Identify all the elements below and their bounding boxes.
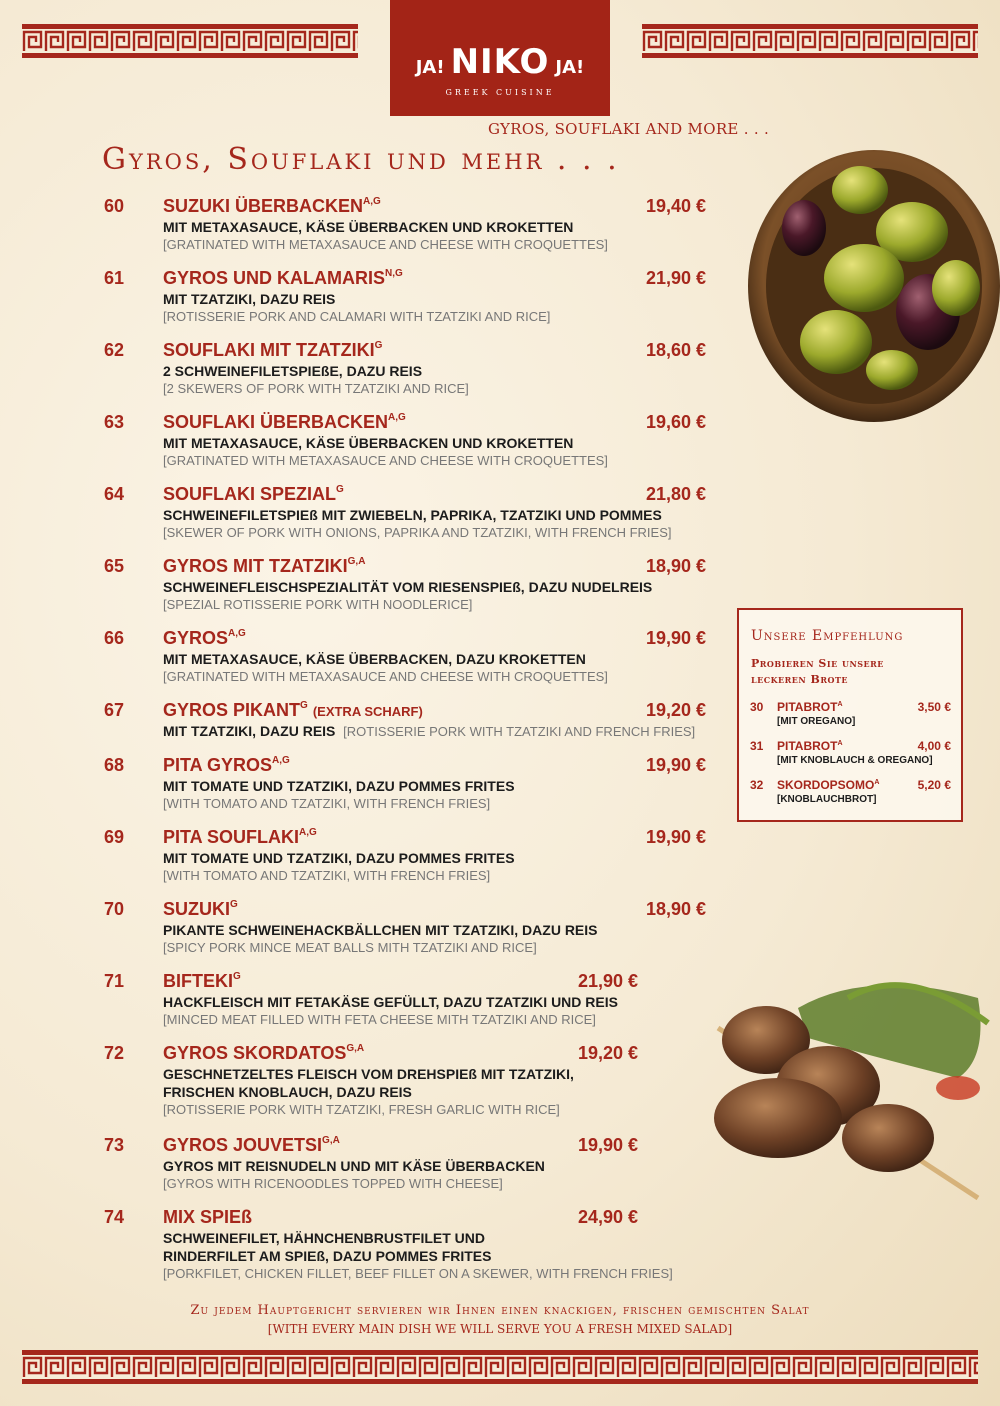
recommendation-box <box>737 608 963 822</box>
item-name-text: PITABROT <box>777 739 838 753</box>
olive-bowl-image <box>742 148 1000 428</box>
recommendation-subtitle <box>751 656 884 688</box>
item-name <box>163 755 290 776</box>
item-description-english: [ROTISSERIE PORK WITH TZATZIKI, FRESH GARLIC WITH RICE] <box>163 1102 560 1117</box>
item-description-german <box>163 506 662 524</box>
allergen-codes: A,G <box>228 628 246 639</box>
item-price: 19,90 € <box>646 628 707 648</box>
item-description-german <box>163 1229 485 1247</box>
allergen-codes: A,G <box>299 827 317 838</box>
greek-border-top-right <box>642 24 978 58</box>
allergen-codes: N,G <box>385 268 403 279</box>
description-text: HACKFLEISCH MIT FETAKÄSE GEFÜLLT, DAZU TZATZIKI UND REIS <box>163 994 618 1010</box>
description-text: RINDERFILET AM SPIEß, DAZU POMMES FRITES <box>163 1248 492 1264</box>
item-name-text: SOUFLAKI SPEZIAL <box>163 484 337 504</box>
greek-key-pattern <box>642 29 978 53</box>
item-description-english: [SPEZIAL ROTISSERIE PORK WITH NOODLERICE] <box>163 597 473 612</box>
description-text: GESCHNETZELTES FLEISCH VOM DREHSPIEß MIT TZATZIKI, <box>163 1066 574 1082</box>
item-description-german <box>163 218 573 236</box>
item-description-german <box>163 1247 492 1265</box>
section-title: Gyros, Souflaki und mehr . . . <box>102 142 620 177</box>
allergen-codes: G,A <box>346 1043 365 1054</box>
allergen-codes: G <box>230 899 238 910</box>
item-name <box>163 196 381 217</box>
item-name <box>163 1207 252 1228</box>
item-name <box>777 739 843 753</box>
item-number: 68 <box>104 755 125 775</box>
footer-note-english: [WITH EVERY MAIN DISH WE WILL SERVE YOU A FRESH MIXED SALAD] <box>267 1322 733 1336</box>
item-description-english: [SKEWER OF PORK WITH ONIONS, PAPRIKA AND TZATZIKI, WITH FRENCH FRIES] <box>163 525 672 540</box>
description-text: SCHWEINEFILETSPIEß MIT ZWIEBELN, PAPRIKA, TZATZIKI UND POMMES <box>163 507 662 523</box>
item-description-english: [GRATINATED WITH METAXASAUCE AND CHEESE WITH CROQUETTES] <box>163 237 608 252</box>
item-name-text: PITABROT <box>777 700 838 714</box>
allergen-codes: A,G <box>272 755 290 766</box>
logo-name: NIKO <box>450 42 550 82</box>
item-price: 19,90 € <box>646 827 707 847</box>
item-price: 18,60 € <box>646 340 707 360</box>
item-price: 18,90 € <box>646 899 707 919</box>
item-number: 71 <box>104 971 125 991</box>
item-description-german <box>163 650 586 668</box>
item-name <box>163 1043 364 1064</box>
description-text: PIKANTE SCHWEINEHACKBÄLLCHEN MIT TZATZIKI, DAZU REIS <box>163 922 598 938</box>
item-name <box>163 556 365 577</box>
allergen-codes: G <box>336 484 344 495</box>
item-price: 19,20 € <box>578 1043 639 1063</box>
item-description-german <box>163 578 652 596</box>
item-description-english: [GRATINATED WITH METAXASAUCE AND CHEESE WITH CROQUETTES] <box>163 453 608 468</box>
logo-ja-left: JA! <box>415 57 445 78</box>
item-number: 73 <box>104 1135 125 1155</box>
item-name-text: PITA SOUFLAKI <box>163 827 299 847</box>
allergen-codes: G <box>233 971 241 982</box>
item-note: [MIT KNOBLAUCH & OREGANO] <box>777 755 933 766</box>
item-price: 24,90 € <box>578 1207 639 1227</box>
item-note: [MIT OREGANO] <box>777 716 856 727</box>
description-text: MIT METAXASAUCE, KÄSE ÜBERBACKEN UND KROKETTEN <box>163 219 574 235</box>
restaurant-logo <box>390 0 610 116</box>
allergen-codes: A <box>874 779 880 786</box>
item-name-text: BIFTEKI <box>163 971 233 991</box>
item-number: 31 <box>750 739 764 753</box>
item-description-german <box>163 921 598 939</box>
item-name-text: GYROS <box>163 628 229 648</box>
item-name-text: GYROS JOUVETSI <box>163 1135 323 1155</box>
item-price: 21,90 € <box>646 268 707 288</box>
allergen-codes: A,G <box>363 196 381 207</box>
item-price: 19,20 € <box>646 700 707 720</box>
item-description-english: [MINCED MEAT FILLED WITH FETA CHEESE MITH TZATZIKI AND RICE] <box>163 1012 596 1027</box>
greek-border-top-left <box>22 24 358 58</box>
description-text: GYROS MIT REISNUDELN UND MIT KÄSE ÜBERBACKEN <box>163 1158 545 1174</box>
description-text: 2 SCHWEINEFILETSPIEßE, DAZU REIS <box>163 363 423 379</box>
item-number: 66 <box>104 628 125 648</box>
item-name-text: GYROS PIKANT <box>163 700 301 720</box>
item-description-english: [ROTISSERIE PORK WITH TZATZIKI AND FRENCH FRIES] <box>343 724 696 739</box>
description-text: MIT TOMATE UND TZATZIKI, DAZU POMMES FRITES <box>163 850 515 866</box>
item-name <box>163 899 238 920</box>
item-description-german <box>163 722 695 741</box>
item-name <box>163 628 246 649</box>
item-number: 69 <box>104 827 125 847</box>
allergen-codes: A <box>837 701 843 708</box>
item-number: 61 <box>104 268 125 288</box>
item-description-english: [GYROS WITH RICENOODLES TOPPED WITH CHEESE] <box>163 1176 503 1191</box>
item-description-german <box>163 362 422 380</box>
item-price: 21,90 € <box>578 971 639 991</box>
recommendation-title: Unsere Empfehlung <box>751 628 904 644</box>
item-price: 19,40 € <box>646 196 707 216</box>
item-description-english: [2 SKEWERS OF PORK WITH TZATZIKI AND RICE] <box>163 381 469 396</box>
item-name <box>163 827 317 848</box>
allergen-codes: G <box>374 340 383 351</box>
description-text: MIT METAXASAUCE, KÄSE ÜBERBACKEN, DAZU KROKETTEN <box>163 651 586 667</box>
item-description-german <box>163 849 515 867</box>
item-name-text: MIX SPIEß <box>163 1207 253 1227</box>
item-extra-note: (EXTRA SCHARF) <box>312 704 423 719</box>
logo-subtitle: GREEK CUISINE <box>445 88 555 97</box>
item-description-english: [SPICY PORK MINCE MEAT BALLS MITH TZATZIKI AND RICE] <box>163 940 537 955</box>
item-name <box>163 340 382 361</box>
footer-note-german: Zu jedem Hauptgericht servieren wir Ihnen einen knackigen, frischen gemischten Salat <box>190 1303 810 1318</box>
description-text: FRISCHEN KNOBLAUCH, DAZU REIS <box>163 1084 412 1100</box>
item-number: 67 <box>104 700 125 720</box>
item-price: 5,20 € <box>917 778 951 792</box>
item-number: 32 <box>750 778 764 792</box>
item-price: 18,90 € <box>646 556 707 576</box>
item-description-english: [WITH TOMATO AND TZATZIKI, WITH FRENCH FRIES] <box>163 796 491 811</box>
allergen-codes: G <box>300 700 308 711</box>
item-description-german <box>163 434 573 452</box>
souvlaki-skewer-image <box>678 968 1000 1218</box>
item-name <box>163 268 403 289</box>
logo-ja-right: JA! <box>555 57 585 78</box>
item-name <box>777 778 879 792</box>
allergen-codes: A <box>837 740 843 747</box>
item-number: 70 <box>104 899 125 919</box>
recommendation-subtitle-line: Probieren Sie unsere <box>751 657 884 670</box>
item-name-text: SOUFLAKI ÜBERBACKEN <box>163 412 388 432</box>
item-name-text: GYROS SKORDATOS <box>163 1043 347 1063</box>
greek-border-bottom <box>22 1350 978 1384</box>
greek-key-pattern <box>22 1355 978 1379</box>
item-number: 65 <box>104 556 125 576</box>
recommendation-subtitle-line: leckeren Brote <box>751 673 848 686</box>
item-description-english: [PORKFILET, CHICKEN FILLET, BEEF FILLET ON A SKEWER, WITH FRENCH FRIES] <box>163 1266 673 1281</box>
item-price: 19,60 € <box>646 412 707 432</box>
item-name-text: SUZUKI ÜBERBACKEN <box>163 196 364 216</box>
description-text: MIT METAXASAUCE, KÄSE ÜBERBACKEN UND KROKETTEN <box>163 435 574 451</box>
item-description-german <box>163 290 335 308</box>
allergen-codes: A,G <box>388 412 406 423</box>
item-name-text: PITA GYROS <box>163 755 273 775</box>
item-number: 72 <box>104 1043 125 1063</box>
item-description-english: [ROTISSERIE PORK AND CALAMARI WITH TZATZIKI AND RICE] <box>163 309 551 324</box>
item-name-text: SKORDOPSOMO <box>777 778 875 792</box>
item-number: 30 <box>750 700 764 714</box>
item-description-german <box>163 1065 574 1083</box>
section-subtitle-english: GYROS, SOUFLAKI AND MORE . . . <box>488 120 770 138</box>
item-description-german <box>163 1157 545 1175</box>
item-price: 19,90 € <box>646 755 707 775</box>
item-name <box>163 1135 340 1156</box>
item-name-text: SUZUKI <box>163 899 230 919</box>
item-name-text: SOUFLAKI MIT TZATZIKI <box>163 340 375 360</box>
item-name <box>163 484 344 505</box>
description-text: MIT TOMATE UND TZATZIKI, DAZU POMMES FRITES <box>163 778 515 794</box>
item-description-english: [GRATINATED WITH METAXASAUCE AND CHEESE WITH CROQUETTES] <box>163 669 608 684</box>
item-name-text: GYROS MIT TZATZIKI <box>163 556 348 576</box>
item-description-german <box>163 1083 412 1101</box>
item-name <box>163 412 406 433</box>
item-price: 4,00 € <box>917 739 951 753</box>
item-name <box>163 700 423 721</box>
item-description-german <box>163 777 515 795</box>
greek-key-pattern <box>22 29 358 53</box>
item-number: 62 <box>104 340 125 360</box>
item-description-english: [WITH TOMATO AND TZATZIKI, WITH FRENCH FRIES] <box>163 868 491 883</box>
item-name-text: GYROS UND KALAMARIS <box>163 268 386 288</box>
allergen-codes: G,A <box>347 556 366 567</box>
item-price: 3,50 € <box>917 700 951 714</box>
description-text: SCHWEINEFLEISCHSPEZIALITÄT VOM RIESENSPIEß, DAZU NUDELREIS <box>163 579 653 595</box>
item-note: [KNOBLAUCHBROT] <box>777 794 877 805</box>
item-name <box>777 700 843 714</box>
allergen-codes: G,A <box>322 1135 340 1146</box>
item-number: 60 <box>104 196 125 216</box>
item-number: 63 <box>104 412 125 432</box>
description-text: SCHWEINEFILET, HÄHNCHENBRUSTFILET UND <box>163 1230 485 1246</box>
item-price: 21,80 € <box>646 484 707 504</box>
item-number: 74 <box>104 1207 125 1227</box>
description-text: MIT TZATZIKI, DAZU REIS <box>163 291 336 307</box>
description-text: MIT TZATZIKI, DAZU REIS <box>163 723 336 739</box>
item-price: 19,90 € <box>578 1135 639 1155</box>
item-number: 64 <box>104 484 125 504</box>
item-name <box>163 971 241 992</box>
item-description-german <box>163 993 618 1011</box>
